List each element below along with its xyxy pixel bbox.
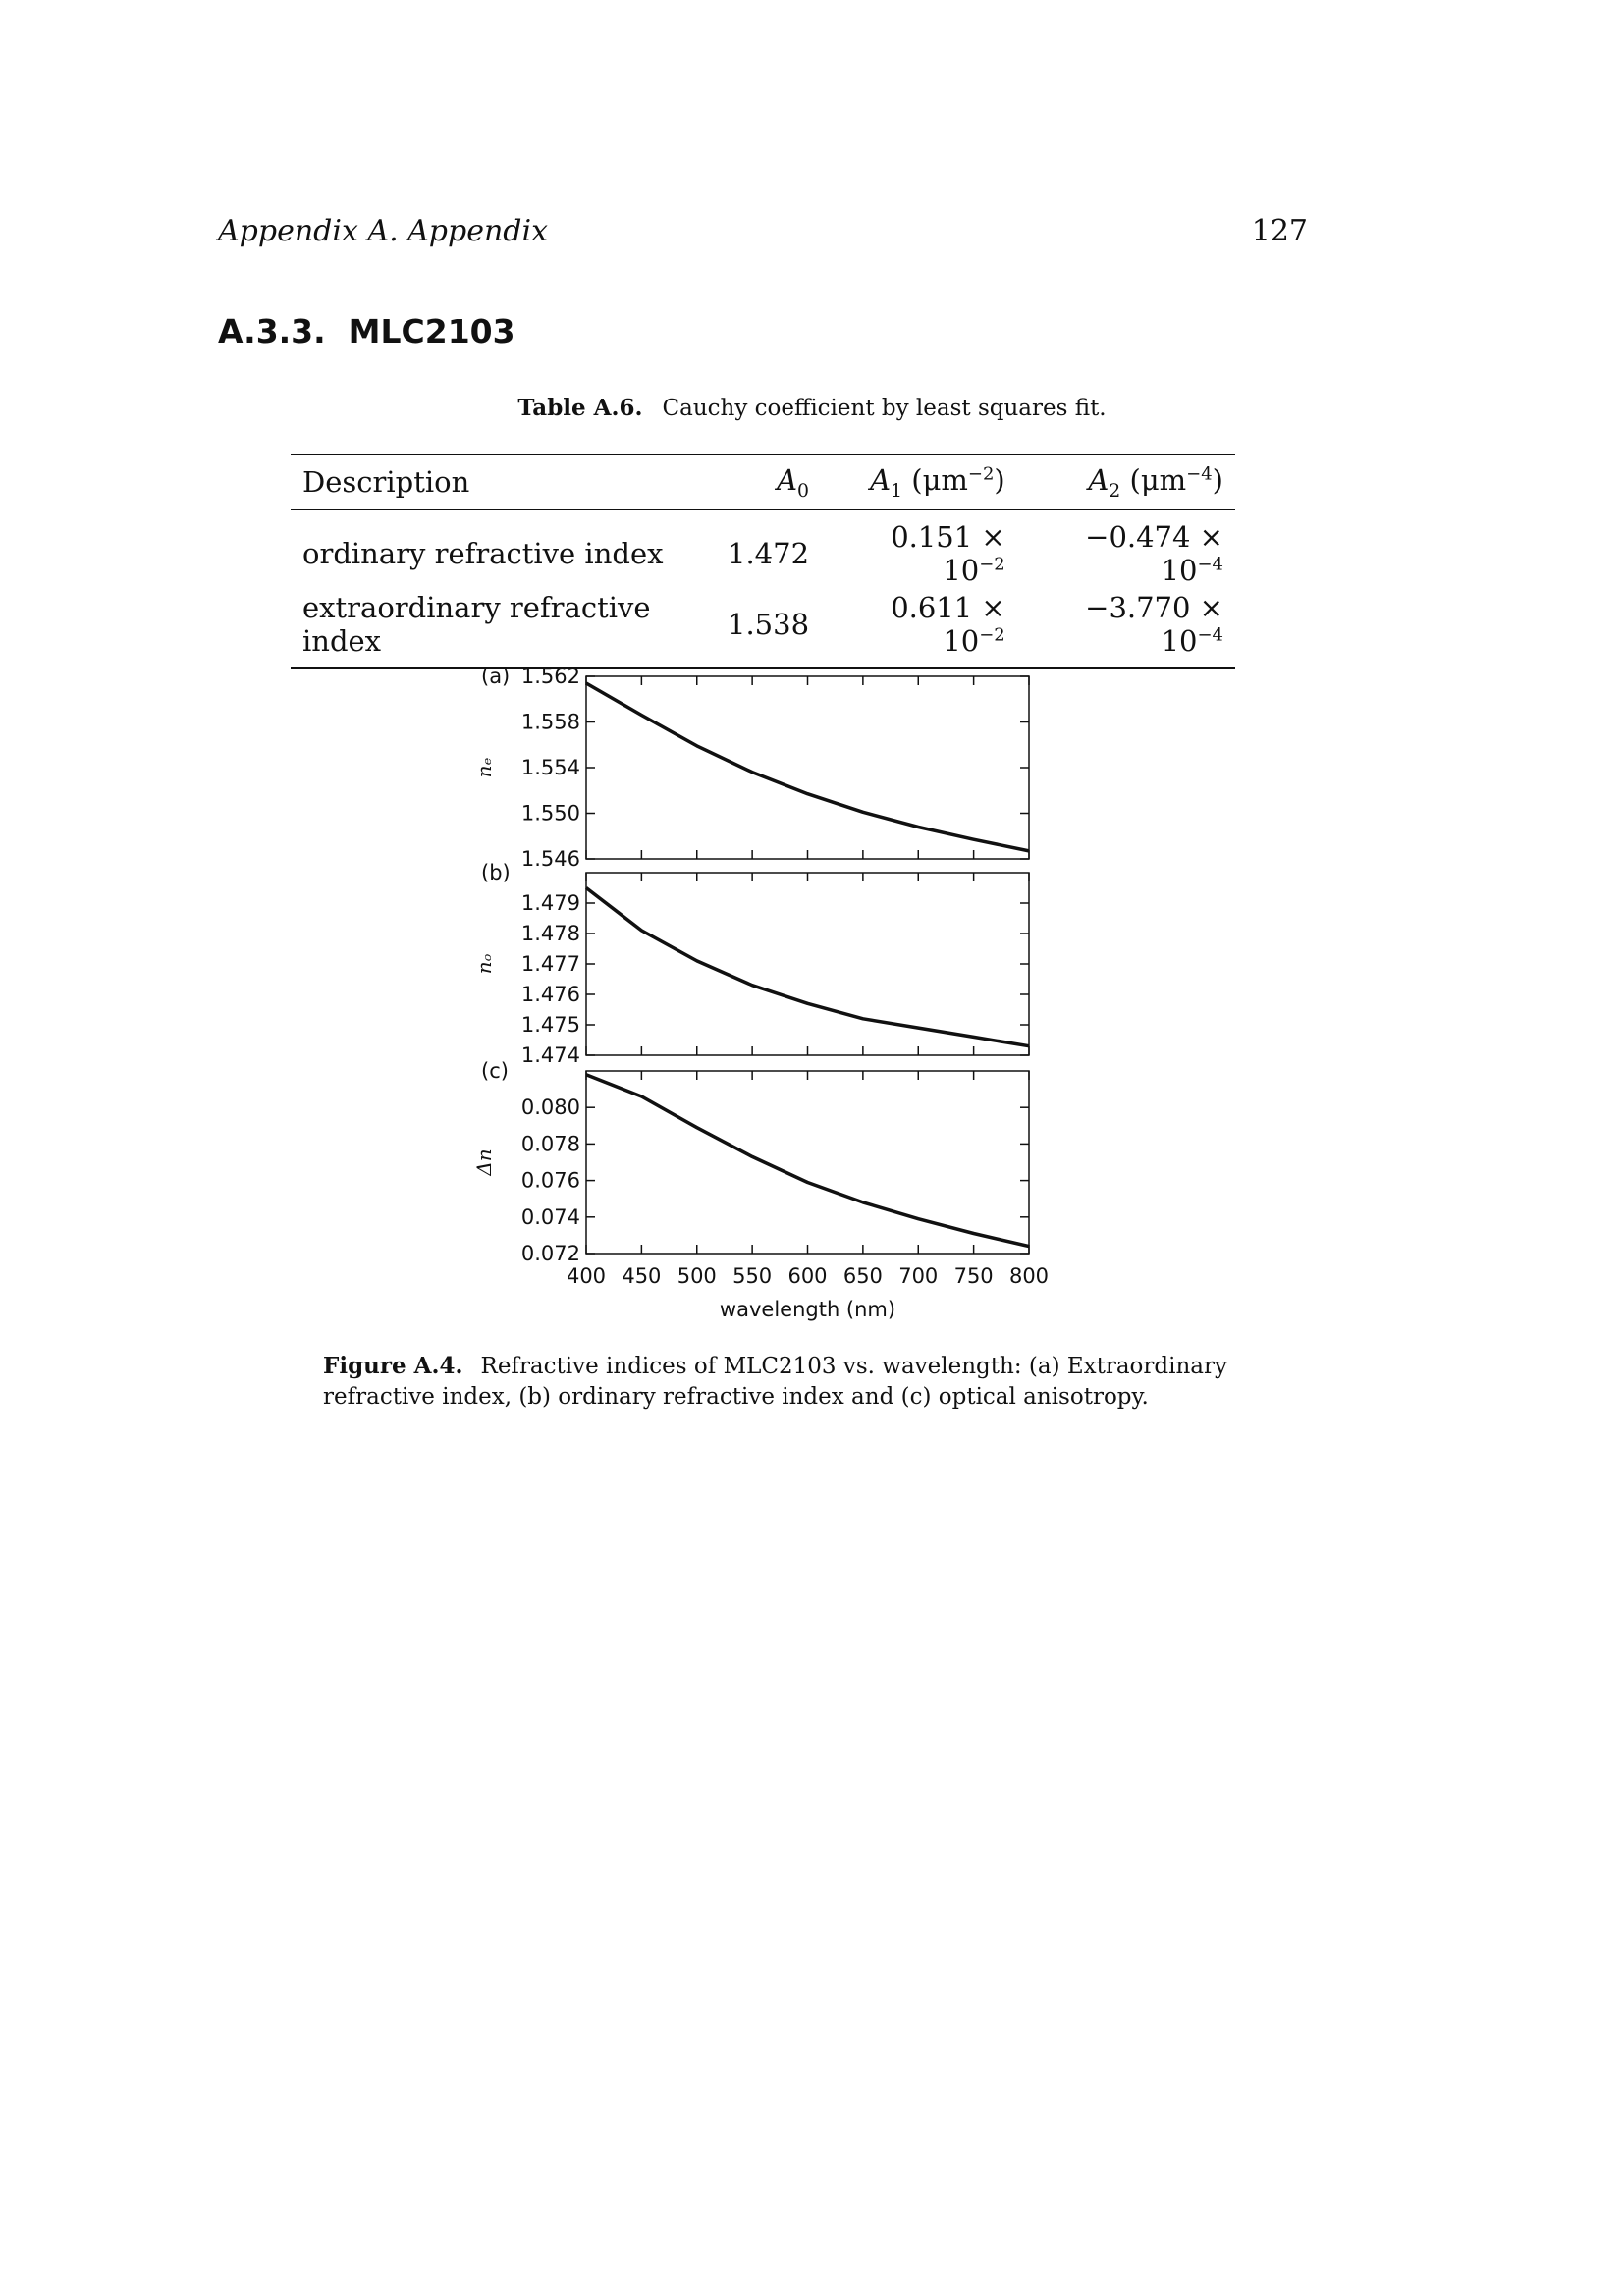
y-tick-label: 1.475 [520,1013,580,1037]
x-tick-label: 800 [1008,1264,1050,1288]
plot-frame [586,1071,1029,1254]
y-axis-label: nₑ [472,757,496,778]
table-row [291,509,1235,589]
panel-label: (b) [481,861,511,884]
y-tick-label: 1.476 [520,983,580,1006]
table-caption [0,395,1624,421]
running-head [218,214,1308,253]
row-a1: $0.611 \times 10^{-2}$ [821,589,1017,668]
x-tick-label: 650 [842,1264,883,1288]
figure-caption-label: Figure A.4. [323,1353,463,1379]
panel-label: (c) [481,1059,509,1083]
header-description: Description [291,454,716,509]
y-tick-label: 1.478 [520,922,580,945]
y-tick-label: 1.477 [520,952,580,976]
y-tick-label: 1.546 [520,847,580,871]
row-description: ordinary refractive index [302,536,664,570]
section-heading [218,312,515,350]
header-a1: $A_1$ $(\mu m^{-2})$ [821,454,1017,509]
page-number: 127 [1251,214,1308,248]
running-title: Appendix A. Appendix [218,214,549,248]
y-tick-label: 1.550 [520,801,580,826]
row-a2: $-0.474 \times 10^{-4}$ [1085,519,1223,587]
y-axis-label: nₒ [472,953,496,975]
header-a0: $A_0$ [716,454,821,509]
data-series-line [586,683,1029,851]
y-tick-label: 0.078 [520,1132,580,1156]
row-a0: 1.472 [728,536,810,570]
row-description: extraordinary refractive index [291,589,716,668]
plot-frame [586,676,1029,859]
y-tick-label: 1.474 [520,1043,580,1067]
data-series-line [586,888,1029,1046]
y-tick-label: 0.074 [520,1204,580,1229]
x-tick-label: 550 [732,1264,773,1288]
table-caption-label: Table A.6. [517,395,643,421]
x-tick-label: 500 [677,1264,717,1288]
x-tick-label: 600 [787,1264,828,1288]
plot-frame [586,873,1029,1055]
y-axis-label: Δn [472,1148,496,1176]
data-series-line [586,1075,1029,1247]
y-tick-label: 1.479 [520,891,580,915]
row-a0: 1.538 [716,589,821,668]
x-tick-label: 450 [622,1264,662,1288]
section-number: A.3.3. [218,312,326,350]
figure-caption [323,1351,1305,1413]
x-tick-label: 750 [953,1264,994,1288]
y-tick-label: 1.562 [520,665,580,688]
y-tick-label: 0.080 [520,1095,580,1120]
header-a2: $A_2$ $(\mu m^{-4})$ [1017,454,1235,509]
table-caption-text: Cauchy coefficient by least squares fit. [662,396,1107,421]
y-tick-label: 0.076 [520,1168,580,1193]
section-title: MLC2103 [348,312,515,350]
row-a2: $-3.770 \times 10^{-4}$ [1017,589,1235,668]
table-header-row [291,454,1235,509]
y-tick-label: 1.554 [520,756,580,779]
refractive-index-figure [461,650,1070,1337]
x-tick-label: 700 [898,1264,939,1288]
x-tick-label: 400 [566,1264,607,1288]
figure-caption-text: Refractive indices of MLC2103 vs. wavelength: (a) Extraordinary refractive index, (b) ordinary refractive index and (c) optical anisotropy. [323,1354,1227,1410]
cauchy-table [291,454,1235,669]
y-tick-label: 0.072 [520,1242,580,1265]
panel-label: (a) [481,665,511,688]
row-a1: $0.151 \times 10^{-2}$ [891,519,1005,587]
y-tick-label: 1.558 [520,710,580,734]
x-axis-label: wavelength (nm) [719,1298,896,1321]
